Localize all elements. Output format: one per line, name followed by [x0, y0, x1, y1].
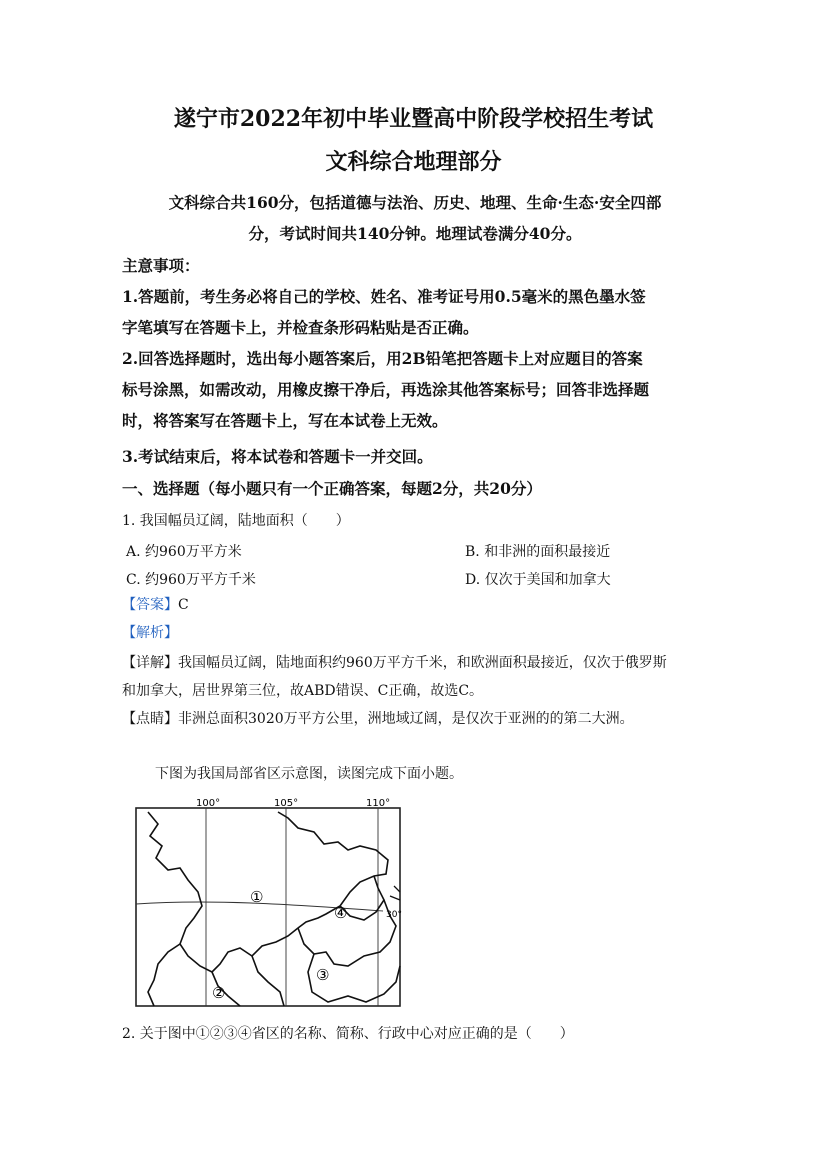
- exam-intro: [120, 187, 710, 249]
- q2-stem: 2. 关于图中①②③④省区的名称、简称、行政中心对应正确的是（ ）: [122, 1026, 574, 1042]
- intro-line-2: 分，考试时间共140分钟。地理试卷满分40分。: [248, 224, 582, 243]
- notice-item-2-line-1: 2.回答选择题时，选出每小题答案后，用2B铅笔把答题卡上对应题目的答案: [122, 349, 643, 368]
- q1-answer: [122, 591, 702, 619]
- detail-tag: 【详解】: [122, 655, 178, 671]
- map-label-2: ②: [212, 984, 226, 1002]
- q1-option-a: A. 约960万平方米: [126, 544, 242, 560]
- notice-item-2-line-3: 时，将答案写在答题卡上，写在本试卷上无效。: [122, 411, 448, 430]
- notice-item-1-line-2: 字笔填写在答题卡上，并检查条形码粘贴是否正确。: [122, 318, 479, 337]
- map-label-4: ④: [334, 904, 348, 922]
- province-map: [128, 796, 410, 1010]
- lon-label-105: 105°: [274, 798, 299, 809]
- lat-label-30: 30°: [386, 910, 402, 920]
- answer-value: C: [178, 597, 189, 613]
- tip-text: 非洲总面积3020万平方公里，洲地域辽阔，是仅次于亚洲的的第二大洲。: [178, 711, 634, 727]
- exam-title: 遂宁市2022年初中毕业暨高中阶段学校招生考试: [173, 106, 654, 132]
- lon-label-100: 100°: [196, 798, 221, 809]
- q1-option-c: C. 约960万平方千米: [126, 572, 256, 588]
- map-frame: [136, 808, 400, 1006]
- section-1-heading: 一、选择题（每小题只有一个正确答案，每题2分，共20分）: [122, 479, 542, 498]
- notice-item-1-line-1: 1.答题前，考生务必将自己的学校、姓名、准考证号用0.5毫米的黑色墨水签: [122, 287, 646, 306]
- map-label-3: ③: [316, 966, 330, 984]
- province-outline-1: [148, 812, 388, 972]
- border-marks: [390, 886, 400, 900]
- detail-text-1: 我国幅员辽阔，陆地面积约960万平方千米，和欧洲面积最接近，仅次于俄罗斯: [178, 655, 667, 671]
- q1-analysis-tag: 【解析】: [122, 625, 178, 641]
- q1-stem: 1. 我国幅员辽阔，陆地面积（ ）: [122, 513, 350, 529]
- notice-item-3: 3.考试结束后，将本试卷和答题卡一并交回。: [122, 447, 433, 466]
- notice-heading: 主意事项：: [122, 256, 200, 275]
- tip-tag: 【点睛】: [122, 711, 178, 727]
- q1-tip: [122, 705, 702, 733]
- notice-item-2-line-2: 标号涂黑，如需改动，用橡皮擦干净后，再选涂其他答案标号；回答非选择题: [122, 380, 650, 399]
- q2-intro: 下图为我国局部省区示意图，读图完成下面小题。: [155, 766, 463, 782]
- q1-option-d: D. 仅次于美国和加拿大: [465, 572, 611, 588]
- answer-tag: 【答案】: [122, 597, 178, 613]
- lon-label-110: 110°: [366, 798, 391, 809]
- q1-option-b: B. 和非洲的面积最接近: [465, 544, 611, 560]
- map-label-1: ①: [250, 888, 264, 906]
- q1-detail-line-2: 和加拿大，居世界第三位，故ABD错误、C正确，故选C。: [122, 683, 484, 699]
- q1-detail-line-1: [122, 649, 702, 677]
- exam-subtitle: 文科综合地理部分: [325, 149, 502, 175]
- intro-line-1: 文科综合共160分，包括道德与法治、历史、地理、生命·生态·安全四部: [168, 193, 662, 212]
